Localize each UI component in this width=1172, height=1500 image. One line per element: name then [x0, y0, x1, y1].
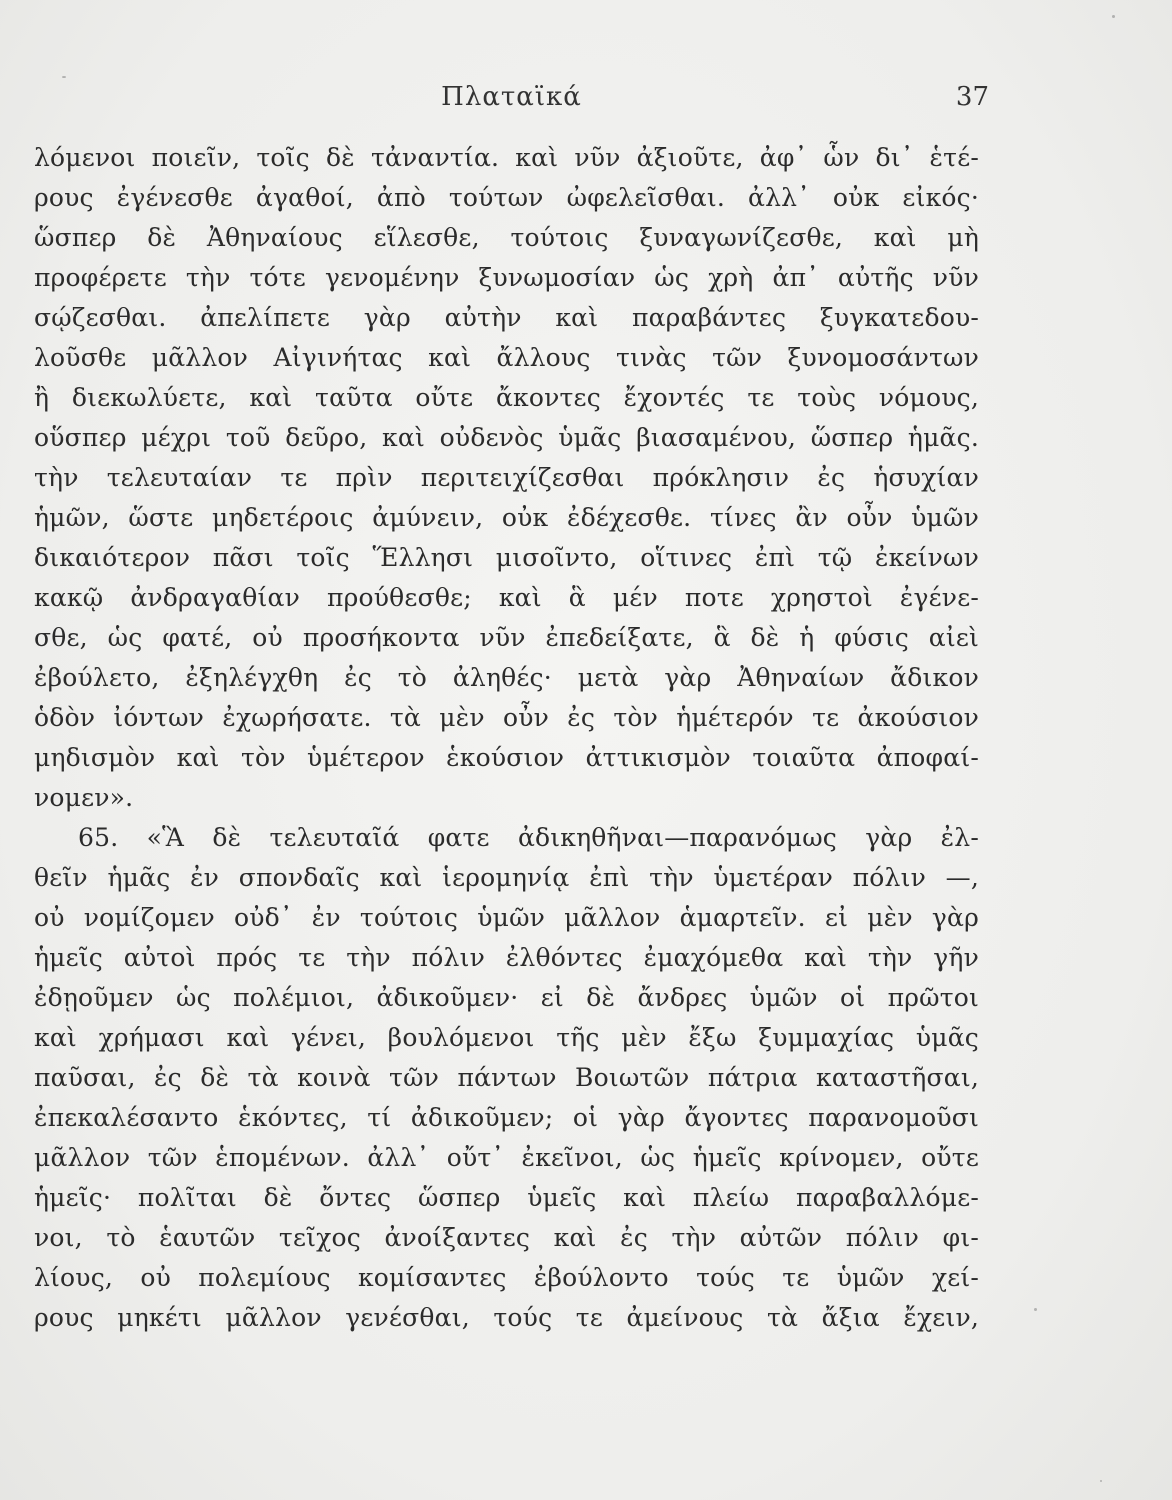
text-line: λίους, οὐ πολεμίους κομίσαντες ἐβούλοντο τούς τε ὑμῶν χεί- [34, 1263, 979, 1292]
paper-speck [1100, 1480, 1102, 1482]
text-line: ἢ διεκωλύετε, καὶ ταῦτα οὔτε ἄκοντες ἔχοντές τε τοὺς νόμους, [34, 383, 979, 412]
text-line: ἡμεῖς αὐτοὶ πρός τε τὴν πόλιν ἐλθόντες ἐμαχόμεθα καὶ τὴν γῆν [34, 943, 979, 972]
text-line: ὥσπερ δὲ Ἀθηναίους εἵλεσθε, τούτοις ξυναγωνίζεσθε, καὶ μὴ [34, 223, 979, 252]
text-line: λοῦσθε μᾶλλον Αἰγινήτας καὶ ἄλλους τινὰς τῶν ξυνομοσάντων [34, 343, 979, 372]
text-line: τὴν τελευταίαν τε πρὶν περιτειχίζεσθαι πρόκλησιν ἐς ἡσυχίαν [34, 463, 979, 492]
text-line: θεῖν ἡμᾶς ἐν σπονδαῖς καὶ ἱερομηνίᾳ ἐπὶ τὴν ὑμετέραν πόλιν —, [34, 863, 979, 892]
page-number: 37 [955, 82, 989, 112]
text-line: σθε, ὡς φατέ, οὐ προσήκοντα νῦν ἐπεδείξατε, ἃ δὲ ἡ φύσις αἰεὶ [34, 623, 979, 652]
text-line: ρους μηκέτι μᾶλλον γενέσθαι, τούς τε ἀμείνους τὰ ἄξια ἔχειν, [34, 1303, 979, 1332]
text-line: μᾶλλον τῶν ἑπομένων. ἀλλ᾽ οὔτ᾽ ἐκεῖνοι, ὡς ἡμεῖς κρίνομεν, οὔτε [34, 1143, 979, 1172]
paper-speck [1112, 15, 1115, 18]
text-line: νοι, τὸ ἑαυτῶν τεῖχος ἀνοίξαντες καὶ ἐς τὴν αὐτῶν πόλιν φι- [34, 1223, 979, 1252]
text-line: ἡμῶν, ὥστε μηδετέροις ἀμύνειν, οὐκ ἐδέχεσθε. τίνες ἂν οὖν ὑμῶν [34, 503, 979, 532]
text-line: καὶ χρήμασι καὶ γένει, βουλόμενοι τῆς μὲν ἔξω ξυμμαχίας ὑμᾶς [34, 1023, 979, 1052]
text-line: ἡμεῖς· πολῖται δὲ ὄντες ὥσπερ ὑμεῖς καὶ πλείω παραβαλλόμε- [34, 1183, 979, 1212]
text-line: σῴζεσθαι. ἀπελίπετε γὰρ αὐτὴν καὶ παραβάντες ξυγκατεδου- [34, 303, 979, 332]
body-text [34, 138, 979, 1338]
text-line: παῦσαι, ἐς δὲ τὰ κοινὰ τῶν πάντων Βοιωτῶν πάτρια καταστῆσαι, [34, 1063, 979, 1092]
text-line: ρους ἐγένεσθε ἀγαθοί, ἀπὸ τούτων ὠφελεῖσθαι. ἀλλ᾽ οὐκ εἰκός· [34, 183, 979, 212]
text-line: οὕσπερ μέχρι τοῦ δεῦρο, καὶ οὐδενὸς ὑμᾶς βιασαμένου, ὥσπερ ἡμᾶς. [34, 423, 979, 452]
text-line: ἐπεκαλέσαντο ἑκόντες, τί ἀδικοῦμεν; οἱ γὰρ ἄγοντες παρανομοῦσι [34, 1103, 979, 1132]
text-line: ὁδὸν ἰόντων ἐχωρήσατε. τὰ μὲν οὖν ἐς τὸν ἡμέτερόν τε ἀκούσιον [34, 703, 979, 732]
text-line: 65. «Ἃ δὲ τελευταῖά φατε ἀδικηθῆναι—παρανόμως γὰρ ἐλ- [78, 823, 979, 852]
text-line: δικαιότερον πᾶσι τοῖς Ἕλλησι μισοῖντο, οἵτινες ἐπὶ τῷ ἐκείνων [34, 543, 979, 572]
text-line: λόμενοι ποιεῖν, τοῖς δὲ τἀναντία. καὶ νῦν ἀξιοῦτε, ἀφ᾽ ὧν δι᾽ ἑτέ- [34, 143, 979, 172]
text-line: κακῷ ἀνδραγαθίαν προύθεσθε; καὶ ἃ μέν ποτε χρηστοὶ ἐγένε- [34, 583, 979, 612]
paper-speck [62, 76, 66, 78]
text-line: οὐ νομίζομεν οὐδ᾽ ἐν τούτοις ὑμῶν μᾶλλον ἁμαρτεῖν. εἰ μὲν γὰρ [34, 903, 979, 932]
text-line: νομεν». [34, 783, 134, 812]
paragraph-2 [34, 818, 979, 1338]
paragraph-1 [34, 138, 979, 818]
text-line: ἐβούλετο, ἐξηλέγχθη ἐς τὸ ἀληθές· μετὰ γὰρ Ἀθηναίων ἄδικον [34, 663, 979, 692]
text-line: προφέρετε τὴν τότε γενομένην ξυνωμοσίαν ὡς χρὴ ἀπ᾽ αὐτῆς νῦν [34, 263, 979, 292]
text-line: μηδισμὸν καὶ τὸν ὑμέτερον ἑκούσιον ἀττικισμὸν τοιαῦτα ἀποφαί- [34, 743, 979, 772]
text-line: ἐδῃοῦμεν ὡς πολέμιοι, ἀδικοῦμεν· εἰ δὲ ἄνδρες ὑμῶν οἱ πρῶτοι [34, 983, 979, 1012]
running-title: Πλαταϊκά [441, 82, 582, 112]
page-header [34, 82, 989, 122]
paper-speck [1034, 1308, 1037, 1311]
